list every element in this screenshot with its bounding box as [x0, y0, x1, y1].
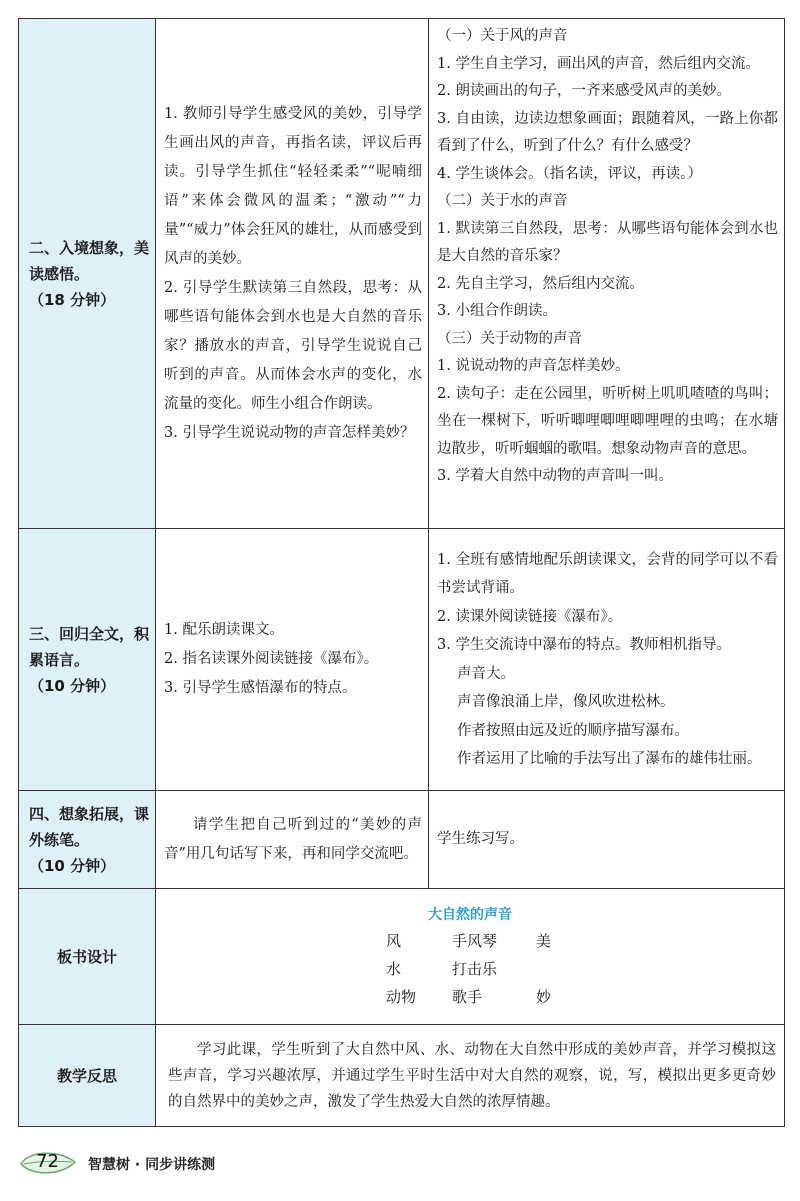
reflection-label: 教学反思 — [56, 1067, 117, 1085]
student-subitem: 声音大。 — [457, 665, 515, 682]
student-activity-cell — [429, 791, 785, 889]
student-subitem: 作者按照由远及近的顺序描写瀑布。 — [457, 722, 689, 739]
board-cell-text: 动物 — [386, 987, 417, 1006]
reflection-label-cell — [19, 1025, 156, 1127]
table-row — [19, 791, 785, 889]
lesson-table — [18, 18, 785, 1127]
teacher-activity-cell — [156, 19, 429, 529]
stage-cell — [19, 529, 156, 791]
board-cell-text: 风 — [386, 931, 402, 950]
board-title: 大自然的声音 — [428, 906, 512, 923]
group-heading: （一）关于风的声音 — [437, 28, 568, 44]
teacher-activity-cell — [156, 529, 429, 791]
group-heading: （二）关于水的声音 — [437, 193, 568, 209]
stage-cell — [19, 19, 156, 529]
stage-time: （18 分钟） — [29, 290, 116, 309]
board-cell-text: 歌手 — [452, 987, 483, 1006]
board-design — [156, 890, 784, 1024]
board-cell-text: 手风琴 — [452, 931, 498, 950]
student-item: 3. 学着大自然中动物的声音叫一叫。 — [437, 468, 673, 484]
student-activity-cell — [429, 19, 785, 529]
teacher-item: 1. 教师引导学生感受风的美妙，引导学生画出风的声音，再指名读，评议后再读。引导学生抓住“轻轻柔柔”“呢喃细语”来体会微风的温柔；“激动”“力量”“威力”体会狂风的雄壮，从而感受到风声的美妙。 — [164, 105, 422, 267]
student-item: 1. 说说动物的声音怎样美妙。 — [437, 358, 630, 374]
page-footer — [18, 1148, 318, 1178]
teacher-item: 1. 配乐朗读课文。 — [164, 622, 284, 638]
board-cell-text: 妙 — [536, 987, 552, 1006]
teacher-item: 2. 指名读课外阅读链接《瀑布》。 — [164, 651, 379, 667]
stage-title: 三、回归全文，积累语言。 — [29, 624, 150, 669]
stage-title: 四、想象拓展，课外练笔。 — [29, 804, 150, 849]
board-row — [19, 889, 785, 1025]
student-subitem: 作者运用了比喻的手法写出了瀑布的雄伟壮丽。 — [457, 751, 762, 767]
group-heading: （三）关于动物的声音 — [437, 330, 582, 347]
teacher-activity-cell — [156, 791, 429, 889]
teacher-item: 3. 引导学生感悟瀑布的特点。 — [164, 680, 357, 696]
reflection-cell — [156, 1025, 785, 1127]
student-paragraph: 学生练习写。 — [437, 830, 524, 847]
student-item: 3. 小组合作朗读。 — [437, 303, 557, 319]
teacher-item: 3. 引导学生说说动物的声音怎样美妙？ — [164, 424, 415, 441]
page-number: 72 — [36, 1151, 59, 1172]
reflection-row — [19, 1025, 785, 1127]
student-item: 1. 默读第三自然段，思考：从哪些语句能体会到水也是大自然的音乐家？ — [437, 220, 778, 264]
board-cell-text: 水 — [386, 959, 402, 978]
board-cell-text: 美 — [536, 931, 552, 950]
student-item: 1. 全班有感情地配乐朗读课文，会背的同学可以不看书尝试背诵。 — [437, 551, 778, 596]
table-row — [19, 19, 785, 529]
student-item: 3. 自由读，边读边想象画面；跟随着风，一路上你都看到了什么，听到了什么？有什么感受？ — [437, 110, 778, 154]
table-row — [19, 529, 785, 791]
board-label-cell — [19, 889, 156, 1025]
student-item: 2. 先自主学习，然后组内交流。 — [437, 275, 644, 292]
student-item: 4. 学生谈体会。（指名读，评议，再读。） — [437, 165, 702, 182]
student-item: 3. 学生交流诗中瀑布的特点。教师相机指导。 — [437, 637, 731, 653]
stage-cell — [19, 791, 156, 889]
board-cell-text: 打击乐 — [452, 959, 498, 978]
stage-time: （10 分钟） — [29, 676, 116, 695]
teacher-item: 2. 引导学生默读第三自然段，思考：从哪些语句能体会到水也是大自然的音乐家？播放水的声音，引导学生说说自己听到的声音。从而体会水声的变化，水流量的变化。师生小组合作朗读。 — [164, 279, 422, 412]
student-activity-cell — [429, 529, 785, 791]
board-cell — [156, 889, 785, 1025]
student-item: 2. 读课外阅读链接《瀑布》。 — [437, 608, 623, 625]
series-title: 智慧树 · 同步讲练测 — [88, 1157, 216, 1173]
board-label: 板书设计 — [56, 948, 117, 966]
student-item: 2. 朗读画出的句子，一齐来感受风声的美妙。 — [437, 83, 731, 99]
reflection-text: 学习此课，学生听到了大自然中风、水、动物在大自然中形成的美妙声音，并学习模拟这些声音，学习兴趣浓厚，并通过学生平时生活中对大自然的观察，说，写，模拟出更多更奇妙的自然界中的美妙之声，激发了学生热爱大自然的浓厚情趣。 — [168, 1041, 776, 1110]
stage-title: 二、入境想象，美读感悟。 — [29, 238, 150, 283]
teacher-paragraph: 请学生把自己听到过的“美妙的声音”用几句话写下来，再和同学交流吧。 — [164, 816, 422, 862]
student-item: 2. 读句子：走在公园里，听听树上叽叽喳喳的鸟叫；坐在一棵树下，听听唧哩唧哩唧哩哩的虫鸣；在水塘边散步，听听蝈蝈的歌唱。想象动物声音的意思。 — [437, 385, 778, 457]
student-item: 1. 学生自主学习，画出风的声音，然后组内交流。 — [437, 55, 760, 72]
stage-time: （10 分钟） — [29, 856, 116, 875]
lesson-page — [18, 18, 785, 1127]
student-subitem: 声音像浪涌上岸，像风吹进松林。 — [457, 694, 675, 710]
